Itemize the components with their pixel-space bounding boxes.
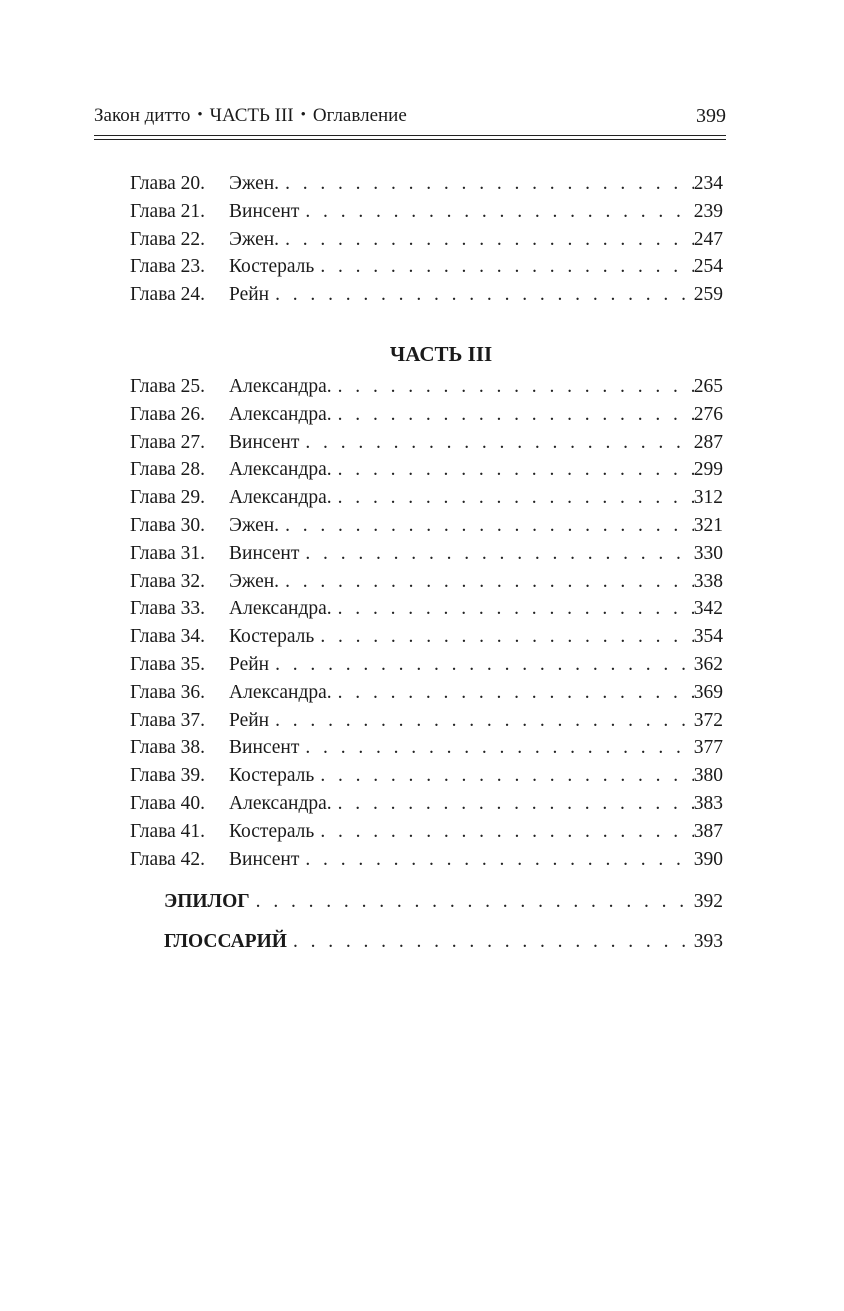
chapter-title: ЭПИЛОГ — [164, 891, 250, 912]
chapter-number: Глава 20. — [130, 173, 206, 194]
dot-leader — [299, 846, 693, 874]
entry-page-number: 393 — [693, 931, 723, 952]
header-separator: • — [197, 107, 203, 123]
toc-entry — [130, 790, 723, 818]
toc-entry — [130, 679, 723, 707]
chapter-title: Винсент — [229, 848, 300, 870]
entry-page-number: 392 — [693, 891, 723, 912]
chapter-number: Глава 39. — [130, 765, 206, 787]
chapter-number: Глава 21. — [130, 200, 206, 222]
chapter-title: Костераль — [229, 626, 315, 648]
entry-page-number: 383 — [693, 792, 723, 814]
chapter-title: Александра. — [229, 376, 332, 397]
chapter-title: Рейн — [229, 653, 270, 675]
entry-page-number: 287 — [693, 431, 723, 453]
toc-entry — [130, 198, 723, 226]
chapter-title: Винсент — [229, 737, 300, 759]
page-number: 399 — [696, 105, 726, 127]
entry-page-number: 299 — [693, 459, 723, 481]
toc-entry — [130, 373, 723, 401]
chapter-title: Рейн — [229, 284, 270, 306]
entry-page-number: 390 — [693, 848, 723, 870]
toc-entry — [130, 707, 723, 735]
dot-leader — [299, 734, 693, 762]
dot-leader — [279, 568, 694, 596]
chapter-number: Глава 27. — [130, 431, 206, 453]
entry-page-number: 254 — [693, 256, 723, 278]
entry-page-number: 259 — [693, 284, 723, 306]
toc-entry — [130, 512, 723, 540]
chapter-number: Глава 36. — [130, 681, 206, 703]
toc-entry — [130, 846, 723, 874]
dot-leader — [332, 790, 694, 818]
chapter-number: Глава 32. — [130, 570, 206, 592]
entry-page-number: 330 — [693, 542, 723, 564]
chapter-title: Александра. — [229, 403, 332, 425]
dot-leader — [332, 401, 694, 429]
chapter-number: Глава 29. — [130, 487, 206, 509]
header-section: Оглавление — [312, 105, 407, 126]
chapter-title: Костераль — [229, 820, 315, 842]
entry-page-number: 372 — [693, 709, 723, 731]
entry-page-number: 380 — [693, 765, 723, 787]
toc-list-end-matter — [164, 882, 723, 962]
chapter-number: Глава 34. — [130, 626, 206, 648]
dot-leader — [279, 512, 694, 540]
dot-leader — [299, 540, 693, 568]
toc-entry — [130, 762, 723, 790]
chapter-number: Глава 30. — [130, 514, 206, 536]
dot-leader — [332, 595, 694, 623]
chapter-number: Глава 25. — [130, 376, 206, 397]
entry-page-number: 338 — [693, 570, 723, 592]
toc-entry — [130, 484, 723, 512]
header-rule-top — [94, 135, 726, 136]
chapter-number: Глава 35. — [130, 653, 206, 675]
toc-entry — [130, 401, 723, 429]
dot-leader — [250, 882, 694, 922]
chapter-number: Глава 23. — [130, 256, 206, 278]
entry-page-number: 276 — [693, 403, 723, 425]
chapter-number: Глава 26. — [130, 403, 206, 425]
dot-leader — [314, 623, 693, 651]
toc-entry — [130, 253, 723, 281]
entry-page-number: 354 — [693, 626, 723, 648]
entry-page-number: 265 — [693, 376, 723, 397]
chapter-title: Александра. — [229, 681, 332, 703]
dot-leader — [314, 253, 693, 281]
toc-entry — [130, 281, 723, 309]
chapter-title: Александра. — [229, 598, 332, 620]
toc-entry — [164, 882, 723, 922]
header-part: ЧАСТЬ III — [209, 105, 294, 126]
dot-leader — [332, 373, 694, 401]
entry-page-number: 342 — [693, 598, 723, 620]
dot-leader — [299, 429, 693, 457]
toc-entry — [130, 818, 723, 846]
chapter-number: Глава 22. — [130, 228, 206, 250]
chapter-number: Глава 33. — [130, 598, 206, 620]
entry-page-number: 377 — [693, 737, 723, 759]
chapter-title: Эжен. — [229, 228, 280, 250]
chapter-title: Винсент — [229, 542, 300, 564]
toc-entry — [130, 568, 723, 596]
header-separator: • — [300, 107, 306, 123]
chapter-number: Глава 41. — [130, 820, 206, 842]
toc-entry — [130, 456, 723, 484]
dot-leader — [287, 922, 694, 962]
toc-list-part2 — [130, 170, 723, 309]
dot-leader — [269, 281, 694, 309]
chapter-title: Александра. — [229, 792, 332, 814]
dot-leader — [279, 226, 694, 254]
chapter-number: Глава 31. — [130, 542, 206, 564]
toc-entry — [130, 429, 723, 457]
entry-page-number: 369 — [693, 681, 723, 703]
toc-entry — [130, 734, 723, 762]
chapter-title: Эжен. — [229, 514, 280, 536]
toc-entry — [130, 595, 723, 623]
chapter-title: Костераль — [229, 765, 315, 787]
dot-leader — [269, 707, 694, 735]
chapter-title: Эжен. — [229, 173, 280, 194]
toc-entry — [130, 170, 723, 198]
entry-page-number: 234 — [693, 173, 723, 194]
entry-page-number: 247 — [693, 228, 723, 250]
chapter-title: Эжен. — [229, 570, 280, 592]
chapter-number: Глава 28. — [130, 459, 206, 481]
running-header-text — [94, 101, 407, 132]
toc-entry — [130, 540, 723, 568]
entry-page-number: 239 — [693, 200, 723, 222]
entry-page-number: 321 — [693, 514, 723, 536]
chapter-title: Александра. — [229, 459, 332, 481]
toc-entry — [164, 922, 723, 962]
chapter-title: Винсент — [229, 431, 300, 453]
dot-leader — [332, 456, 694, 484]
chapter-title: ГЛОССАРИЙ — [164, 931, 287, 952]
dot-leader — [332, 679, 694, 707]
chapter-number: Глава 42. — [130, 848, 206, 870]
toc-entry — [130, 651, 723, 679]
header-rule-bottom — [94, 139, 726, 140]
dot-leader — [299, 198, 693, 226]
chapter-title: Костераль — [229, 256, 315, 278]
toc-list-part3 — [130, 373, 723, 873]
chapter-number: Глава 38. — [130, 737, 206, 759]
dot-leader — [314, 818, 693, 846]
toc-entry — [130, 226, 723, 254]
entry-page-number: 387 — [693, 820, 723, 842]
dot-leader — [332, 484, 694, 512]
chapter-number: Глава 24. — [130, 284, 206, 306]
part-heading: ЧАСТЬ III — [389, 342, 493, 366]
dot-leader — [279, 170, 694, 198]
chapter-title: Александра. — [229, 487, 332, 509]
dot-leader — [314, 762, 693, 790]
book-title: Закон дитто — [94, 105, 191, 126]
chapter-number: Глава 37. — [130, 709, 206, 731]
chapter-title: Винсент — [229, 200, 300, 222]
chapter-number: Глава 40. — [130, 792, 206, 814]
toc-entry — [130, 623, 723, 651]
chapter-title: Рейн — [229, 709, 270, 731]
entry-page-number: 362 — [693, 653, 723, 675]
entry-page-number: 312 — [693, 487, 723, 509]
running-header — [94, 101, 726, 131]
dot-leader — [269, 651, 694, 679]
